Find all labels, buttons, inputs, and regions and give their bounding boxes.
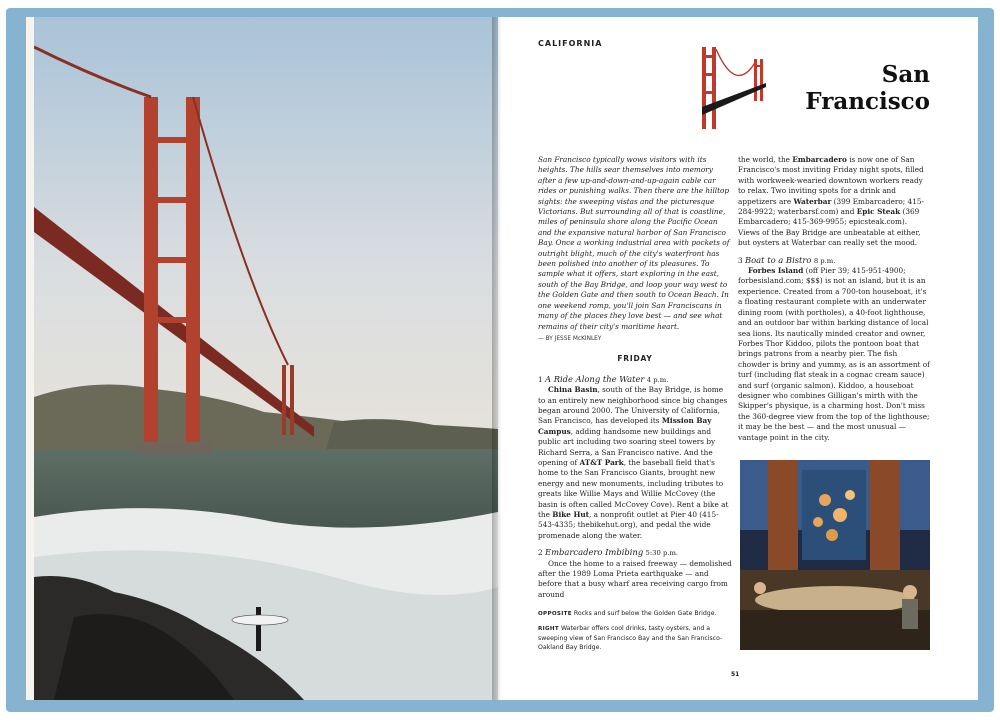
book-gutter xyxy=(492,17,508,700)
entry-time: 5:30 p.m. xyxy=(645,549,679,558)
body-text: (369 Embarcadero; 415-369-9955; epicsteak.com). Views of the Bay Bridge are unbeatable at either, but oysters at Waterbar can really set the mood. xyxy=(738,207,921,248)
entry-heading-1 xyxy=(538,374,732,385)
page-title xyxy=(805,61,930,115)
caption-text: Waterbar offers cool drinks, tasty oysters, and a sweeping view of San Francisco Bay and the San Francisco-Oakland Bay Bridge. xyxy=(538,625,723,652)
day-label: FRIDAY xyxy=(617,354,653,364)
entry-title: A Ride Along the Water xyxy=(544,373,645,384)
place-name: Forbes Island xyxy=(748,266,804,276)
body-text: , adding handsome new buildings and public art including two soaring steel towers by Richard Serra, a San Francisco native. And the opening of xyxy=(538,426,716,467)
entry-number: 1 xyxy=(538,374,543,384)
left-page xyxy=(26,17,498,700)
caption-text: Rocks and surf below the Golden Gate Bridge. xyxy=(573,610,717,618)
golden-gate-photo xyxy=(34,17,498,700)
place-name: Waterbar xyxy=(793,196,832,206)
body-text: , south of the Bay Bridge, is home to an entirely new neighborhood since big changes began around 2000. The University of California, San Francisco, has developed its xyxy=(538,385,728,426)
right-page xyxy=(498,17,978,700)
section-label: CALIFORNIA xyxy=(538,39,603,48)
body-text: , a nonprofit outlet at Pier 40 (415-543-4335; thebikehut.org), and pedal the wide promenade along the water. xyxy=(538,510,719,540)
place-name: Mission Bay Campus xyxy=(538,416,712,436)
caption-key: OPPOSITE xyxy=(538,611,572,618)
entry-body-1 xyxy=(538,385,732,541)
entry-heading-2 xyxy=(538,547,732,558)
waterbar-photo xyxy=(740,460,930,650)
entry-number: 3 xyxy=(738,255,743,265)
golden-gate-bridge-icon xyxy=(696,45,770,135)
entry-time: 8 p.m. xyxy=(813,256,836,265)
title-line-2: Francisco xyxy=(805,88,930,115)
page-number: 51 xyxy=(731,671,740,678)
entry-body-2-start: Once the home to a raised freeway — demolished after the 1989 Loma Prieta earthquake — and before that a busy wharf area receiving cargo from around xyxy=(538,558,732,599)
text-column-left xyxy=(538,155,732,652)
body-text: (399 Embarcadero; 415-284-9922; waterbarsf.com) and xyxy=(738,196,924,217)
body-text: the world, the xyxy=(738,155,793,164)
body-text: (off Pier 39; 415-951-4900; forbesisland.com; $$$) is not an island, but it is an experience. Created from a 700-ton houseboat, it's a floating restaurant complete with an underwater dining room (with portholes), a 40-foot lighthouse, and an outdoor bar within barking distance of local sea lions. Its nautically minded creator and owner, Forbes Thor Kiddoo, pilots the pontoon boat that brings patrons from a nearby pier. The fish chowder is briny and yummy, as is an assortment of turf (including flat steak in a cognac cream sauce) and surf (organic salmon). Kiddoo, a houseboat designer who combines Gilligan's mirth with the Skipper's physique, is a charming host. Don't miss the 360-degree view from the top of the lighthouse; it may be the best — and the most unusual — vantage point in the city. xyxy=(738,266,930,442)
place-name: Epic Steak xyxy=(856,207,901,217)
entry-body-2-cont xyxy=(738,155,930,249)
body-text: , the baseball field that's home to the San Francisco Giants, brought new energy and new monuments, including tributes to greats like Willie Mays and Willie McCovey (the basin is often called McCovey Cove). Rent a bike at the xyxy=(538,457,729,519)
entry-heading-3 xyxy=(738,255,930,266)
intro-paragraph: San Francisco typically wows visitors with its heights. The hills sear themselves into memory after a few up-and-down-and-up-again cable car rides or punishing walks. Then there are the hilltop sights: the sweeping vistas and the picturesque Victorians. But surrounding all of that is coastline, miles of peninsula shore along the Pacific Ocean and the expansive natural harbor of San Francisco Bay. Once a working industrial area with pockets of outright blight, much of the city's waterfront has been polished into another of its pleasures. To sample what it offers, start exploring in the east, south of the Bay Bridge, and loop your way west to the Golden Gate and then south to Ocean Beach. In one weekend romp, you'll join San Franciscans in many of the places they love best — and see what remains of their city's maritime heart. xyxy=(538,155,730,331)
text-column-right xyxy=(738,155,930,443)
place-name: China Basin xyxy=(548,385,598,395)
byline: — BY JESSE McKINLEY xyxy=(538,335,602,342)
place-name: AT&T Park xyxy=(579,457,624,467)
entry-time: 4 p.m. xyxy=(646,375,669,384)
place-name: Embarcadero xyxy=(792,155,847,164)
entry-body-3 xyxy=(738,266,930,443)
place-name: Bike Hut xyxy=(552,510,590,519)
caption-opposite xyxy=(538,609,732,619)
caption-right xyxy=(538,624,732,652)
entry-title: Embarcadero Imbibing xyxy=(544,547,644,558)
entry-number: 2 xyxy=(538,548,543,558)
caption-key: RIGHT xyxy=(538,626,559,633)
body-text: is now one of San Francisco's most inviting Friday night spots, filled with workweek-wearied downtown workers ready to relax. Two inviting spots for a drink and appetizers are xyxy=(738,155,924,206)
entry-title: Boat to a Bistro xyxy=(744,254,812,265)
title-line-1: San xyxy=(881,61,930,88)
